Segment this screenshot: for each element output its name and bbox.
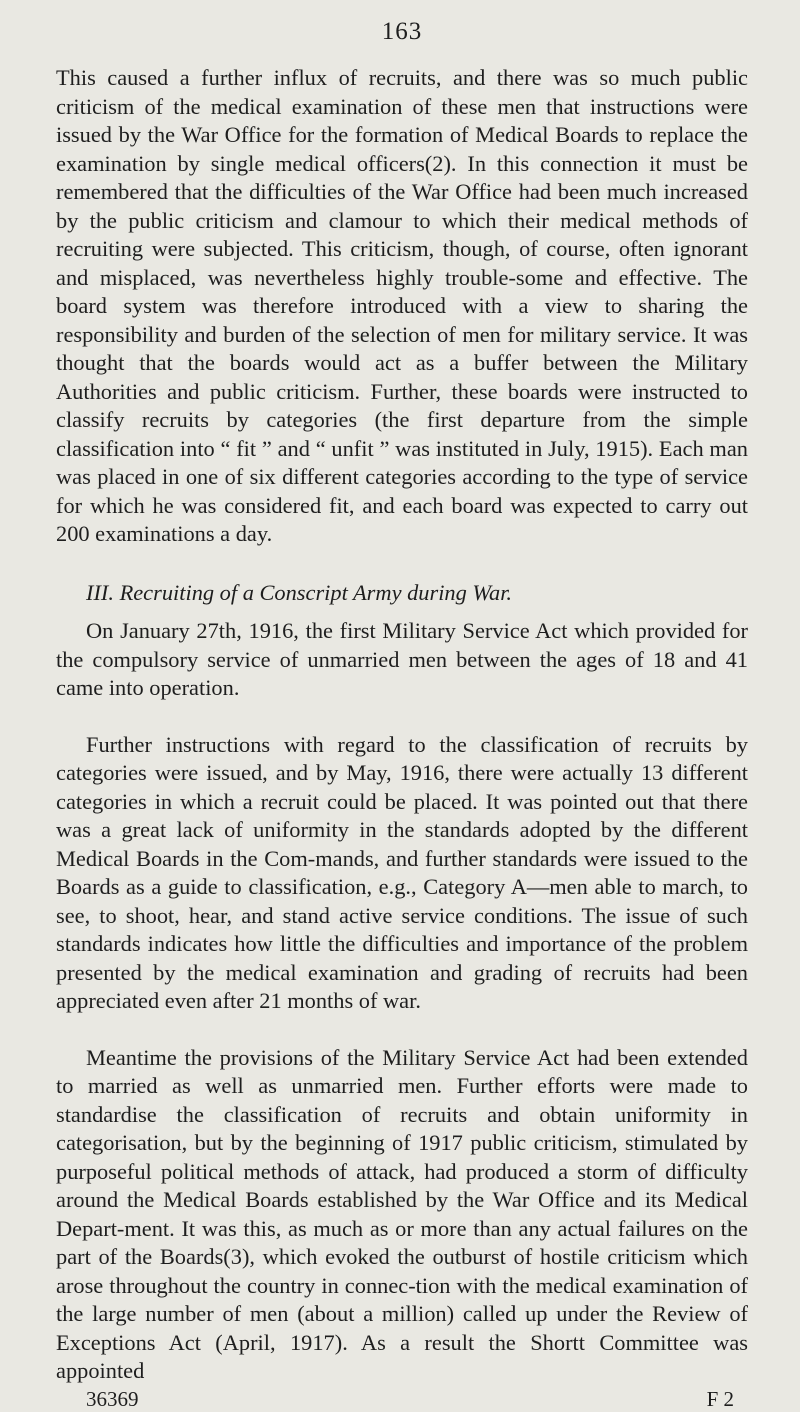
paragraph-classification-categories: Further instructions with regard to the classification of recruits by categories were issued, and by May, 1916, there were actually 13 different categories in which a recruit could be placed. It was pointed out that there was a great lack of uniformity in the standards adopted by the different Medical Boards in the Com-mands, and further standards were issued to the Boards as a guide to classification, e.g., Category A—men able to march, to see, to shoot, hear, and stand active service conditions. The issue of such standards indicates how little the difficulties and importance of the problem presented by the medical examination and grading of recruits had been appreciated even after 21 months of war. <box>56 731 748 1013</box>
paragraph-military-service-act: On January 27th, 1916, the first Military Service Act which provided for the compulsory service of unmarried men between the ages of 18 and 41 came into operation. <box>56 618 748 700</box>
print-code: 36369 <box>86 1386 139 1411</box>
paragraph-public-criticism: Meantime the provisions of the Military Service Act had been extended to married as well as unmarried men. Further efforts were made to standardise the classification of recruits and obtain uniformity in categorisation, but by the beginning of 1917 public criticism, stimulated by purposeful political methods of attack, had produced a storm of difficulty around the Medical Boards established by the War Office and its Medical Depart-ment. It was this, as much as or more than any actual failures on the part of the Boards(3), which evoked the outburst of hostile criticism which arose throughout the country in connec-tion with the medical examination of the large number of men (about a million) called up under the Review of Exceptions Act (April, 1917). As a result the Shortt Committee was appointed <box>56 1044 748 1383</box>
paragraph-board-system: This caused a further influx of recruits, and there was so much public criticism of the medical examination of these men that instructions were issued by the War Office for the formation of Medical Boards to replace the examination by single medical officers(2). In this connection it must be remembered that the difficulties of the War Office had been much increased by the public criticism and clamour to which their medical methods of recruiting were subjected. This criticism, though, of course, often ignorant and misplaced, was nevertheless highly trouble-some and effective. The board system was therefore introduced with a view to sharing the responsibility and burden of the selection of men for military service. It was thought that the boards would act as a buffer between the Military Authorities and public criticism. Further, these boards were instructed to classify recruits by categories (the first departure from the simple classification into “ fit ” and “ unfit ” was instituted in July, 1915). Each man was placed in one of six different categories according to the type of service for which he was considered fit, and each board was expected to carry out 200 examinations a day. <box>56 65 748 546</box>
page-footer <box>56 1386 748 1412</box>
signature-mark: F 2 <box>706 1386 734 1411</box>
section-heading: III. Recruiting of a Conscript Army during War. <box>86 579 513 605</box>
page-number: 163 <box>381 18 423 45</box>
